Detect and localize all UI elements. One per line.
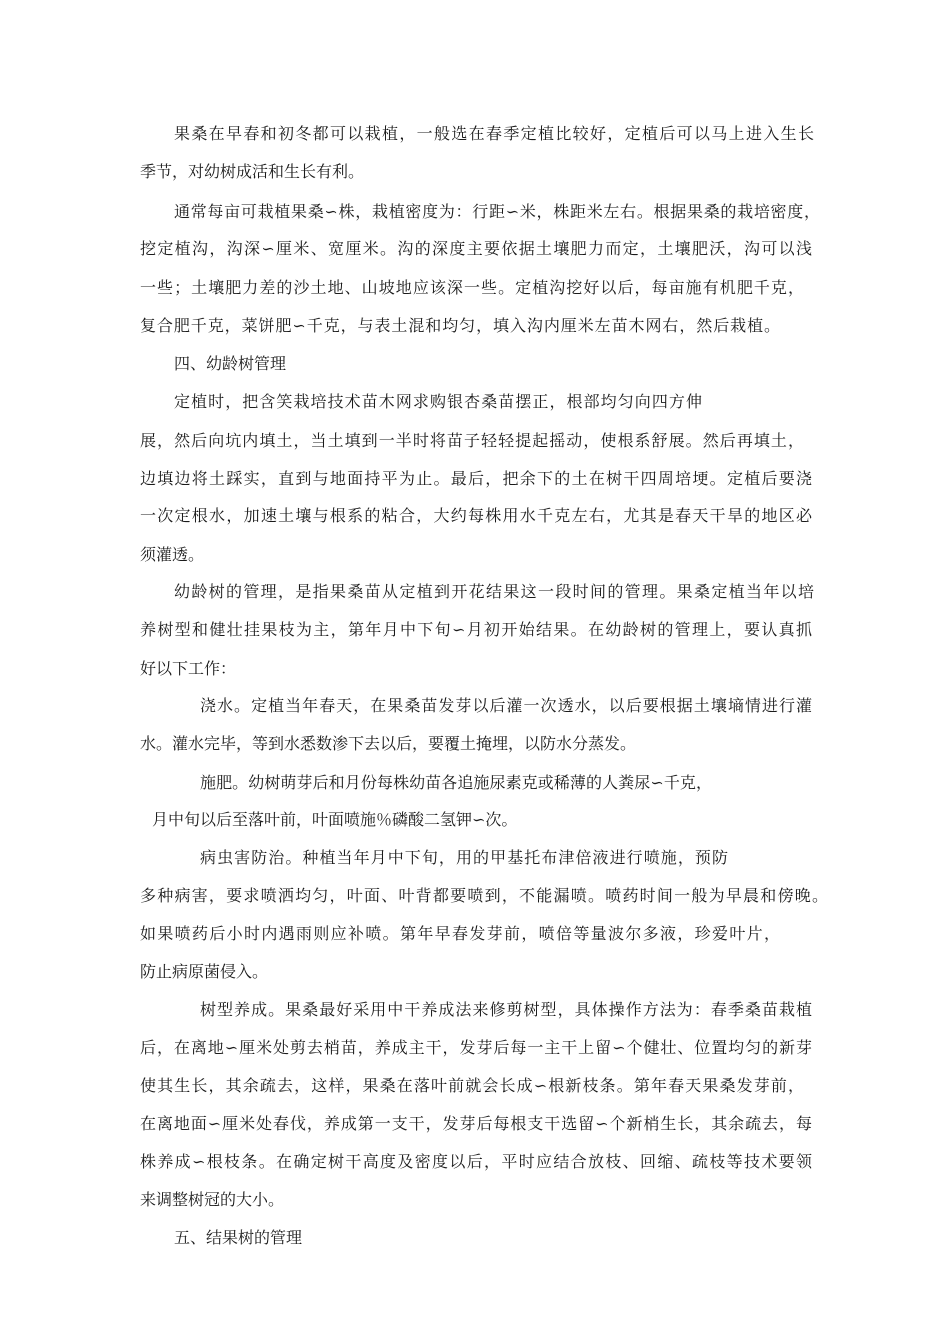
- paragraph-line: 在离地面∽厘米处春伐，养成第一支干，发芽后每根支干选留∽个新梢生长，其余疏去，每: [140, 1114, 813, 1133]
- paragraph-line: 月中旬以后至落叶前，叶面喷施％磷酸二氢钾∽次。: [152, 810, 518, 829]
- paragraph-line: 使其生长，其余疏去，这样，果桑在落叶前就会长成∽根新枝条。第年春天果桑发芽前，: [140, 1076, 806, 1095]
- paragraph-line: 株养成∽根枝条。在确定树干高度及密度以后，平时应结合放枝、回缩、疏枝等技术要领: [140, 1152, 814, 1171]
- paragraph-line: 须灌透。: [140, 545, 205, 564]
- section-heading: 四、幼龄树管理: [174, 354, 287, 373]
- paragraph-line: 后，在离地∽厘米处剪去梢苗，养成主干，发芽后每一主干上留∽个健壮、位置均匀的新芽: [140, 1038, 813, 1057]
- paragraph-line: 施肥。幼树萌芽后和月份每株幼苗各追施尿素克或稀薄的人粪尿∽千克，: [200, 773, 713, 792]
- paragraph-line: 展，然后向坑内填土，当土填到一半时将苗子轻轻提起摇动，使根系舒展。然后再填土，: [140, 431, 806, 450]
- paragraph-line: 浇水。定植当年春天，在果桑苗发芽以后灌一次透水，以后要根据土壤墒情进行灌: [200, 696, 814, 715]
- paragraph-line: 挖定植沟，沟深∽厘米、宽厘米。沟的深度主要依据土壤肥力而定，土壤肥沃，沟可以浅: [140, 239, 814, 258]
- paragraph-line: 幼龄树的管理，是指果桑苗从定植到开花结果这一段时间的管理。果桑定植当年以培: [174, 582, 816, 601]
- paragraph-line: 树型养成。果桑最好采用中干养成法来修剪树型，具体操作方法为：春季桑苗栽植: [200, 1000, 814, 1019]
- paragraph-line: 果桑在早春和初冬都可以栽植，一般选在春季定植比较好，定植后可以马上进入生长: [174, 124, 816, 143]
- paragraph-line: 好以下工作：: [140, 659, 237, 678]
- paragraph-line: 一次定根水，加速土壤与根系的粘合，大约每株用水千克左右，尤其是春天干旱的地区必: [140, 506, 814, 525]
- paragraph-line: 防止病原菌侵入。: [140, 962, 269, 981]
- paragraph-line: 季节，对幼树成活和生长有利。: [140, 162, 365, 181]
- paragraph-line: 边填边将土踩实，直到与地面持平为止。最后，把余下的土在树干四周培埂。定植后要浇: [140, 469, 814, 488]
- paragraph-line: 养树型和健壮挂果枝为主，第年月中下旬∽月初开始结果。在幼龄树的管理上，要认真抓: [140, 620, 814, 639]
- paragraph-line: 定植时，把含笑栽培技术苗木网求购银杏桑苗摆正，根部均匀向四方伸: [174, 392, 704, 411]
- paragraph-line: 多种病害，要求喷洒均匀，叶面、叶背都要喷到，不能漏喷。喷药时间一般为早晨和傍晚。: [140, 886, 830, 905]
- section-heading: 五、结果树的管理: [174, 1228, 303, 1247]
- paragraph-line: 病虫害防治。种植当年月中下旬，用的甲基托布津倍液进行喷施，预防: [200, 848, 730, 867]
- paragraph-line: 复合肥千克，菜饼肥∽千克，与表土混和均匀，填入沟内厘米左苗木网右，然后栽植。: [140, 316, 781, 335]
- paragraph-line: 如果喷药后小时内遇雨则应补喷。第年早春发芽前，喷倍等量波尔多液，珍爱叶片，: [140, 924, 782, 943]
- paragraph-line: 来调整树冠的大小。: [140, 1190, 285, 1209]
- paragraph-line: 一些；土壤肥力差的沙土地、山坡地应该深一些。定植沟挖好以后，每亩施有机肥千克，: [140, 278, 806, 297]
- paragraph-line: 通常每亩可栽植果桑∽株，栽植密度为：行距∽米，株距米左右。根据果桑的栽培密度，: [174, 202, 821, 221]
- paragraph-line: 水。灌水完毕，等到水悉数渗下去以后，要覆土掩埋，以防水分蒸发。: [140, 734, 637, 753]
